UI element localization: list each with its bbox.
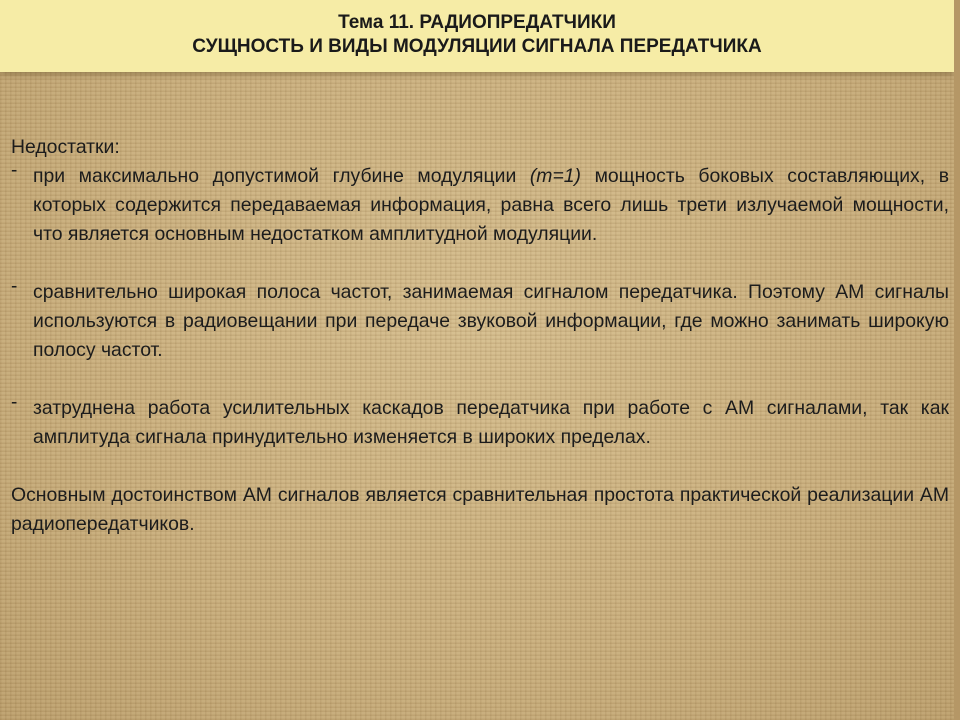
item-text-cont: мощность боковых составляющих, в которых содержится передаваемая информация, равна всего лишь трети излучаемой мощности, что является основным недостатком амплитудной модуляции. xyxy=(33,165,949,245)
item-text: затруднена работа усилительных каскадов передатчика при работе с АМ сигналами, так как амплитуда сигнала принудительно изменяется в широких пределах. xyxy=(33,397,949,448)
advantage-conclusion: Основным достоинством АМ сигналов является сравнительная простота практической реализации АМ радиопередатчиков. xyxy=(11,484,949,535)
item-text: сравнительно широкая полоса частот, занимаемая сигналом передатчика. Поэтому АМ сигналы используются в радиовещании при передаче звуковой информации, где можно занимать широкую полосу частот. xyxy=(33,281,949,361)
slide-body xyxy=(11,133,949,558)
modulation-index: (m=1) xyxy=(529,165,582,187)
bullet-dash: - xyxy=(11,276,18,297)
item-text: при максимально допустимой глубине модуляции xyxy=(33,165,530,187)
slide-title-bar xyxy=(0,0,954,72)
slide-subtitle: СУЩНОСТЬ И ВИДЫ МОДУЛЯЦИИ СИГНАЛА ПЕРЕДАТЧИКА xyxy=(192,36,762,57)
disadvantage-item xyxy=(11,394,949,452)
bullet-dash: - xyxy=(11,160,18,181)
slide-title: Тема 11. РАДИОПРЕДАТЧИКИ xyxy=(338,12,616,33)
bullet-dash: - xyxy=(11,392,18,413)
right-edge-strip xyxy=(954,0,960,720)
disadvantage-item xyxy=(11,162,949,249)
disadvantages-heading: Недостатки: xyxy=(11,136,120,158)
disadvantage-item xyxy=(11,278,949,365)
